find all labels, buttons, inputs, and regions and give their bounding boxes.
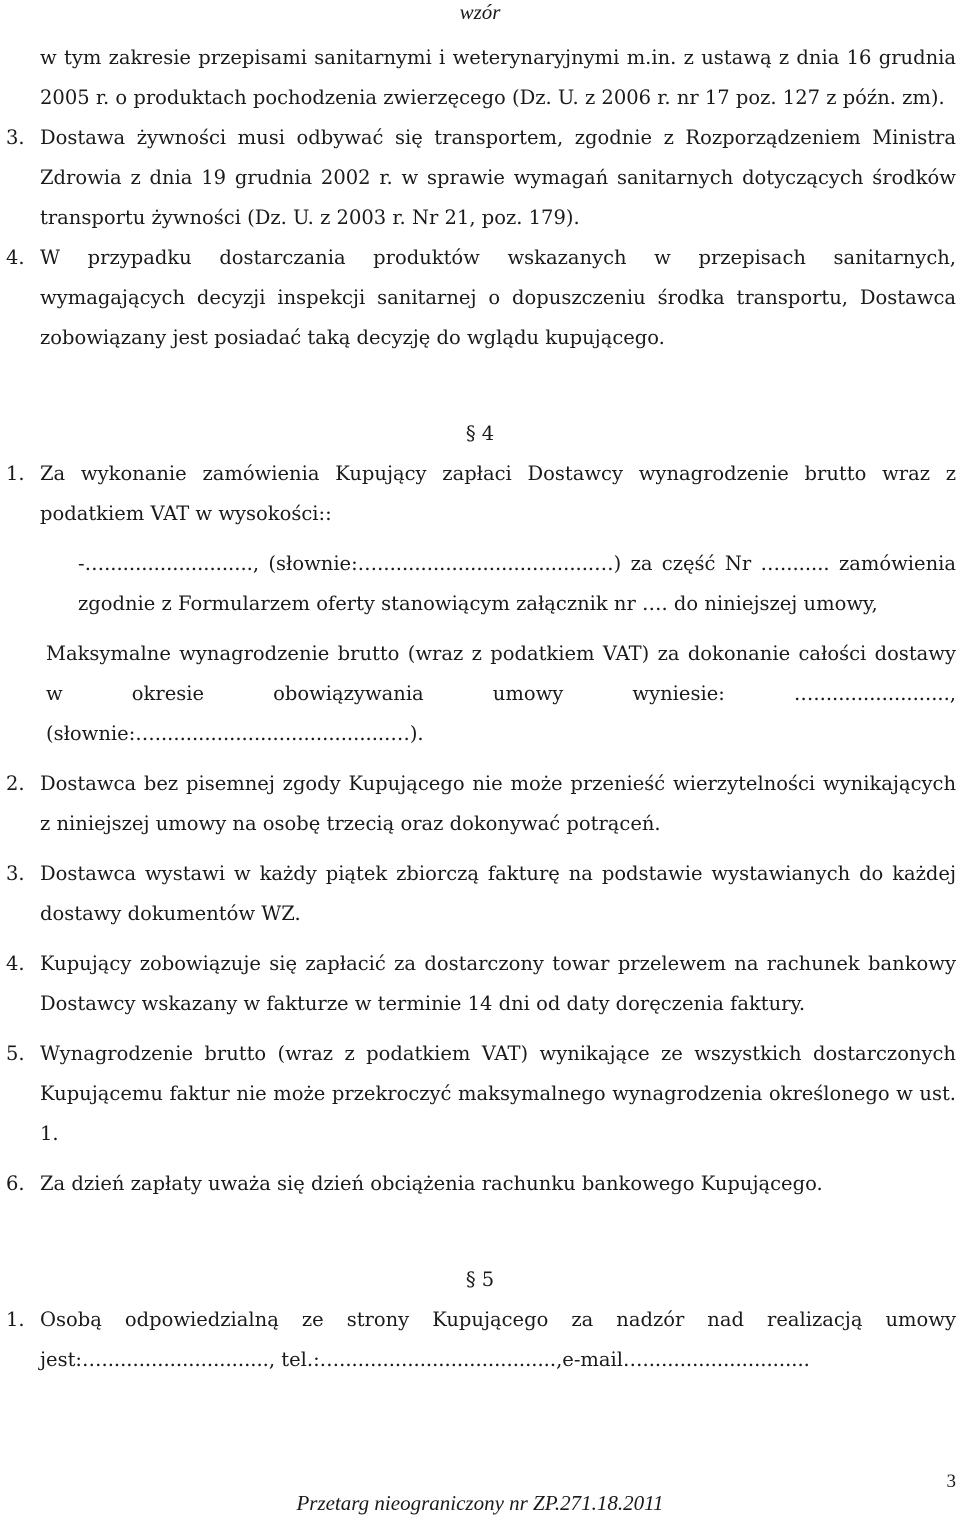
page-number: 3 — [946, 1471, 956, 1492]
page-header: wzór — [459, 0, 501, 24]
section-heading-4: § 4 — [465, 422, 495, 445]
item-text: Za wykonanie zamówienia Kupujący zapłaci Dostawcy wynagrodzenie brutto wraz z podatkiem VAT w wysokości:: — [40, 462, 956, 525]
max-remuneration: Maksymalne wynagrodzenie brutto (wraz z podatkiem VAT) za dokonanie całości dostawy w okresie obowiązywania umowy wyniesie: …......................, (słownie:…......................................…). — [46, 642, 956, 745]
item-number: 4. — [6, 952, 25, 975]
list-item-3 — [0, 118, 960, 238]
section4-item-5 — [0, 1034, 960, 1154]
item-text: Dostawca bez pisemnej zgody Kupującego nie może przenieść wierzytelności wynikających z niniejszej umowy na osobę trzecią oraz dokonywać potrąceń. — [40, 772, 956, 835]
section-heading-5: § 5 — [465, 1268, 495, 1291]
item-number: 6. — [6, 1172, 25, 1195]
page-footer: Przetarg nieograniczony nr ZP.271.18.2011 — [296, 1491, 664, 1515]
section4-item-1 — [0, 454, 960, 534]
item-number: 2. — [6, 772, 25, 795]
item-number: 1. — [6, 1308, 25, 1331]
section4-item-3 — [0, 854, 960, 934]
list-item-4 — [0, 238, 960, 358]
item-number: 5. — [6, 1042, 25, 1065]
item-number: 4. — [6, 246, 25, 269]
item-number: 1. — [6, 462, 25, 485]
section4-item-4 — [0, 944, 960, 1024]
item-text: W przypadku dostarczania produktów wskazanych w przepisach sanitarnych, wymagających decyzji inspekcji sanitarnej o dopuszczeniu środka transportu, Dostawca zobowiązany jest posiadać taką decyzję do wglądu kupującego. — [40, 246, 956, 349]
section4-item-2 — [0, 764, 960, 844]
item-text: Wynagrodzenie brutto (wraz z podatkiem VAT) wynikające ze wszystkich dostarczonych Kupującemu faktur nie może przekroczyć maksymalnego wynagrodzenia określonego w ust. 1. — [40, 1042, 956, 1145]
item-text: Kupujący zobowiązuje się zapłacić za dostarczony towar przelewem na rachunek bankowy Dostawcy wskazany w fakturze w terminie 14 dni od daty doręczenia faktury. — [40, 952, 956, 1015]
paragraph-continued: w tym zakresie przepisami sanitarnymi i weterynaryjnymi m.in. z ustawą z dnia 16 grudnia 2005 r. o produktach pochodzenia zwierzęcego (Dz. U. z 2006 r. nr 17 poz. 127 z późn. zm). — [40, 46, 956, 109]
item-number: 3. — [6, 126, 25, 149]
item-text: Dostawca wystawi w każdy piątek zbiorczą fakturę na podstawie wystawianych do każdej dostawy dokumentów WZ. — [40, 862, 956, 925]
section5-item-1 — [0, 1300, 960, 1380]
item-text: Osobą odpowiedzialną ze strony Kupującego za nadzór nad realizacją umowy jest:…..........................., tel.:…...................................,e-mail…........................... — [40, 1308, 956, 1371]
item-text: Za dzień zapłaty uważa się dzień obciążenia rachunku bankowego Kupującego. — [40, 1172, 823, 1195]
item-text: Dostawa żywności musi odbywać się transportem, zgodnie z Rozporządzeniem Ministra Zdrowia z dnia 19 grudnia 2002 r. w sprawie wymagań sanitarnych dotyczących środków transportu żywności (Dz. U. z 2003 r. Nr 21, poz. 179). — [40, 126, 956, 229]
price-line: -…........................, (słownie:…...................................…) za część Nr …........ zamówienia zgodnie z Formularzem oferty stanowiącym załącznik nr …. do niniejszej umowy, — [78, 552, 956, 615]
item-number: 3. — [6, 862, 25, 885]
section4-item-6 — [0, 1164, 960, 1204]
document-body — [0, 38, 960, 1380]
